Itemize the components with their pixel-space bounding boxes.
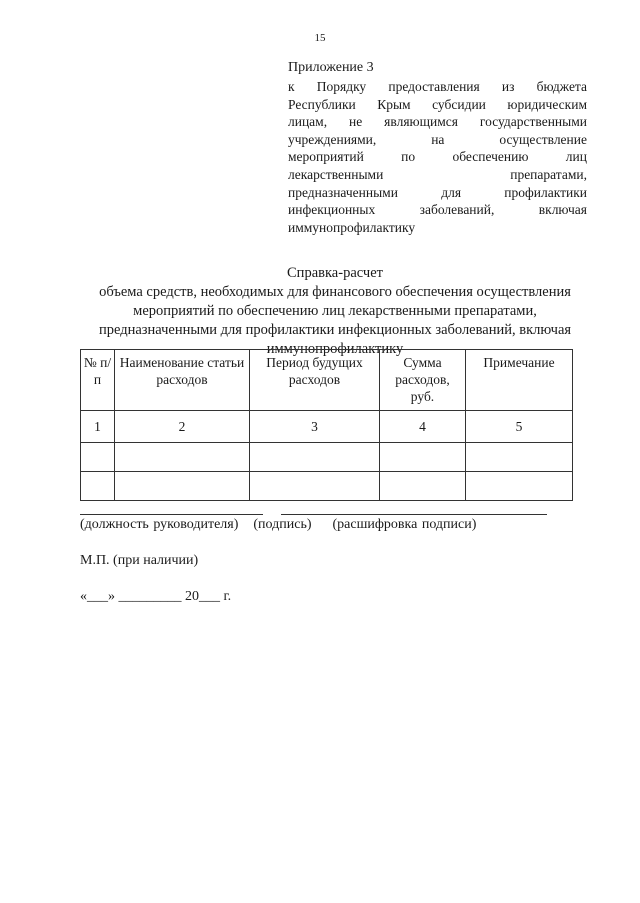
subtitle-line: иммунопрофилактику [266,341,404,357]
numbering-cell: 2 [115,411,250,443]
table-row [81,472,573,501]
appendix-line: инфекционных заболеваний, включая [288,202,587,218]
subtitle-line: предназначенными для профилактики инфекционных заболеваний, включая [98,322,572,338]
appendix-line: к Порядку предоставления из бюджета [288,79,587,94]
header-cell-note: Примечание [466,350,573,411]
table-numbering-row [81,411,573,443]
empty-cell[interactable] [466,443,573,472]
appendix-line: иммунопрофилактику [288,219,416,235]
appendix-line: предназначенными для профилактики [288,184,587,200]
empty-cell[interactable] [115,472,250,501]
numbering-cell: 4 [380,411,466,443]
name-caption: (расшифровка подписи) [332,517,477,532]
empty-cell[interactable] [250,443,380,472]
numbering-cell: 1 [81,411,115,443]
empty-cell[interactable] [81,472,115,501]
empty-cell[interactable] [466,472,573,501]
table-row [81,443,573,472]
empty-cell[interactable] [250,472,380,501]
empty-cell[interactable] [380,443,466,472]
header-cell-amount: Сумма расходов, руб. [380,350,466,411]
expense-table [80,349,573,501]
document-subtitle [60,283,610,359]
appendix-line: Республики Крым субсидии юридическим [288,96,587,112]
name-signature-line [281,514,547,515]
seal-note: М.П. (при наличии) [80,553,199,568]
empty-cell[interactable] [115,443,250,472]
appendix-line: лицам, не являющимся государственными [288,114,587,130]
appendix-line: учреждениями, на осуществление [288,131,587,147]
header-cell-number: № п/п [81,350,115,411]
table-header-row [81,350,573,411]
appendix-text [288,78,587,236]
subtitle-line: мероприятий по обеспечению лиц лекарственными препаратами, [133,303,537,319]
appendix-title: Приложение 3 [288,60,374,75]
document-title: Справка-расчет [287,265,383,281]
position-signature-line [80,514,263,515]
empty-cell[interactable] [81,443,115,472]
date-line: «___» _________ 20___ г. [80,589,232,604]
position-caption: (должность руководителя) [80,517,239,532]
header-cell-period: Период будущих расходов [250,350,380,411]
numbering-cell: 5 [466,411,573,443]
signature-caption: (подпись) [253,517,312,532]
numbering-cell: 3 [250,411,380,443]
appendix-line: лекарственными препаратами, [288,166,587,182]
header-cell-expense-item: Наименование статьи расходов [115,350,250,411]
subtitle-line: объема средств, необходимых для финансового обеспечения осуществления [99,284,571,300]
empty-cell[interactable] [380,472,466,501]
appendix-line: мероприятий по обеспечению лиц [288,149,587,165]
page-number: 15 [314,32,326,44]
signature-captions [80,517,476,533]
